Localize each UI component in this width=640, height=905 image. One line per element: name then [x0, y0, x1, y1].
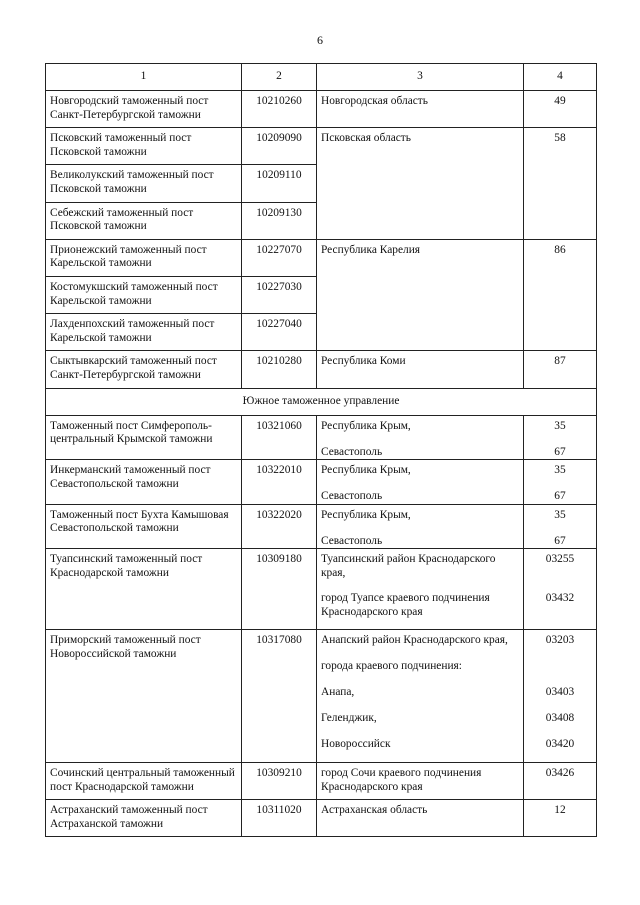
region: Республика Крым,: [321, 419, 411, 432]
post-name: Прионежский таможенный пост Карельской таможни: [46, 239, 242, 276]
region-cell: [317, 504, 524, 549]
okato-code: 86: [524, 239, 597, 351]
post-name: Сыктывкарский таможенный пост Санкт-Петербургской таможни: [46, 351, 242, 388]
post-code: 10321060: [242, 415, 317, 460]
section-title: Южное таможенное управление: [46, 388, 597, 415]
table-row: [46, 351, 597, 388]
region-cell: [317, 415, 524, 460]
table-row: [46, 239, 597, 276]
okato-code: 12: [524, 800, 597, 837]
customs-posts-table: [45, 63, 597, 837]
okato-code: 03203: [545, 634, 575, 647]
okato-code: 58: [524, 128, 597, 240]
post-code: 10309180: [242, 549, 317, 630]
table-row: [46, 91, 597, 128]
okato-cell: [524, 504, 597, 549]
region: город Туапсе краевого подчинения Краснодарского края: [321, 592, 490, 618]
header-col-4: 4: [524, 64, 597, 91]
region: Псковская область: [317, 128, 524, 240]
region: Республика Крым,: [321, 508, 411, 521]
post-code: 10317080: [242, 630, 317, 763]
okato-code: 87: [524, 351, 597, 388]
region: Севастополь: [321, 490, 383, 503]
okato-code: 67: [554, 490, 566, 503]
post-code: 10322010: [242, 460, 317, 505]
post-name: Инкерманский таможенный пост Севастопольской таможни: [46, 460, 242, 505]
region-cell: [317, 549, 524, 630]
post-name: Великолукский таможенный пост Псковской таможни: [46, 165, 242, 202]
region: Республика Крым,: [321, 464, 411, 477]
post-name: Себежский таможенный пост Псковской таможни: [46, 202, 242, 239]
region: Туапсинский район Краснодарского края,: [321, 553, 496, 579]
okato-code: 35: [554, 464, 566, 477]
okato-code: 03432: [545, 592, 575, 605]
okato-code: 67: [554, 534, 566, 547]
region: Геленджик,: [321, 712, 377, 725]
post-code: 10227040: [242, 314, 317, 351]
region-cell: [317, 630, 524, 763]
post-code: 10209090: [242, 128, 317, 165]
table-row: [46, 549, 597, 630]
region: Республика Коми: [317, 351, 524, 388]
okato-code: 03408: [545, 712, 575, 725]
table-row: [46, 460, 597, 505]
post-name: Таможенный пост Симферополь-центральный Крымской таможни: [46, 415, 242, 460]
table-row: [46, 504, 597, 549]
region-cell: [317, 460, 524, 505]
region: Республика Карелия: [317, 239, 524, 351]
okato-code: 35: [554, 419, 566, 432]
okato-code: 03255: [545, 553, 575, 566]
region: Астраханская область: [317, 800, 524, 837]
header-col-1: 1: [46, 64, 242, 91]
post-name: Лахденпохский таможенный пост Карельской таможни: [46, 314, 242, 351]
table-row: [46, 630, 597, 763]
okato-cell: [524, 415, 597, 460]
post-code: 10210260: [242, 91, 317, 128]
region: Новороссийск: [321, 738, 391, 751]
page-number: 6: [317, 33, 323, 47]
post-code: 10322020: [242, 504, 317, 549]
table-row: [46, 415, 597, 460]
okato-cell: [524, 549, 597, 630]
post-name: Сочинский центральный таможенный пост Краснодарской таможни: [46, 763, 242, 800]
okato-code: 03420: [545, 738, 575, 751]
post-name: Псковский таможенный пост Псковской таможни: [46, 128, 242, 165]
post-code: 10309210: [242, 763, 317, 800]
post-name: Костомукшский таможенный пост Карельской таможни: [46, 276, 242, 313]
post-name: Туапсинский таможенный пост Краснодарской таможни: [46, 549, 242, 630]
okato-code: 49: [524, 91, 597, 128]
region: Новгородская область: [317, 91, 524, 128]
table-row: [46, 128, 597, 165]
region: Севастополь: [321, 534, 383, 547]
post-code: 10227070: [242, 239, 317, 276]
post-code: 10210280: [242, 351, 317, 388]
okato-code: 67: [554, 445, 566, 458]
region: город Сочи краевого подчинения Краснодарского края: [317, 763, 524, 800]
region: Анапа,: [321, 686, 355, 699]
post-code: 10227030: [242, 276, 317, 313]
post-code: 10209110: [242, 165, 317, 202]
header-col-2: 2: [242, 64, 317, 91]
post-name: Таможенный пост Бухта Камышовая Севастопольской таможни: [46, 504, 242, 549]
okato-code: 03403: [545, 686, 575, 699]
region: Анапский район Краснодарского края,: [321, 634, 508, 647]
header-row: [46, 64, 597, 91]
post-name: Приморский таможенный пост Новороссийской таможни: [46, 630, 242, 763]
section-row: [46, 388, 597, 415]
post-code: 10209130: [242, 202, 317, 239]
okato-code: 03426: [524, 763, 597, 800]
table-row: [46, 800, 597, 837]
region: Севастополь: [321, 445, 383, 458]
okato-code: 35: [554, 508, 566, 521]
okato-cell: [524, 460, 597, 505]
table-row: [46, 763, 597, 800]
okato-empty: [524, 660, 596, 686]
post-code: 10311020: [242, 800, 317, 837]
header-col-3: 3: [317, 64, 524, 91]
okato-cell: [524, 630, 597, 763]
region: города краевого подчинения:: [321, 660, 462, 673]
post-name: Новгородский таможенный пост Санкт-Петербургской таможни: [46, 91, 242, 128]
post-name: Астраханский таможенный пост Астраханской таможни: [46, 800, 242, 837]
